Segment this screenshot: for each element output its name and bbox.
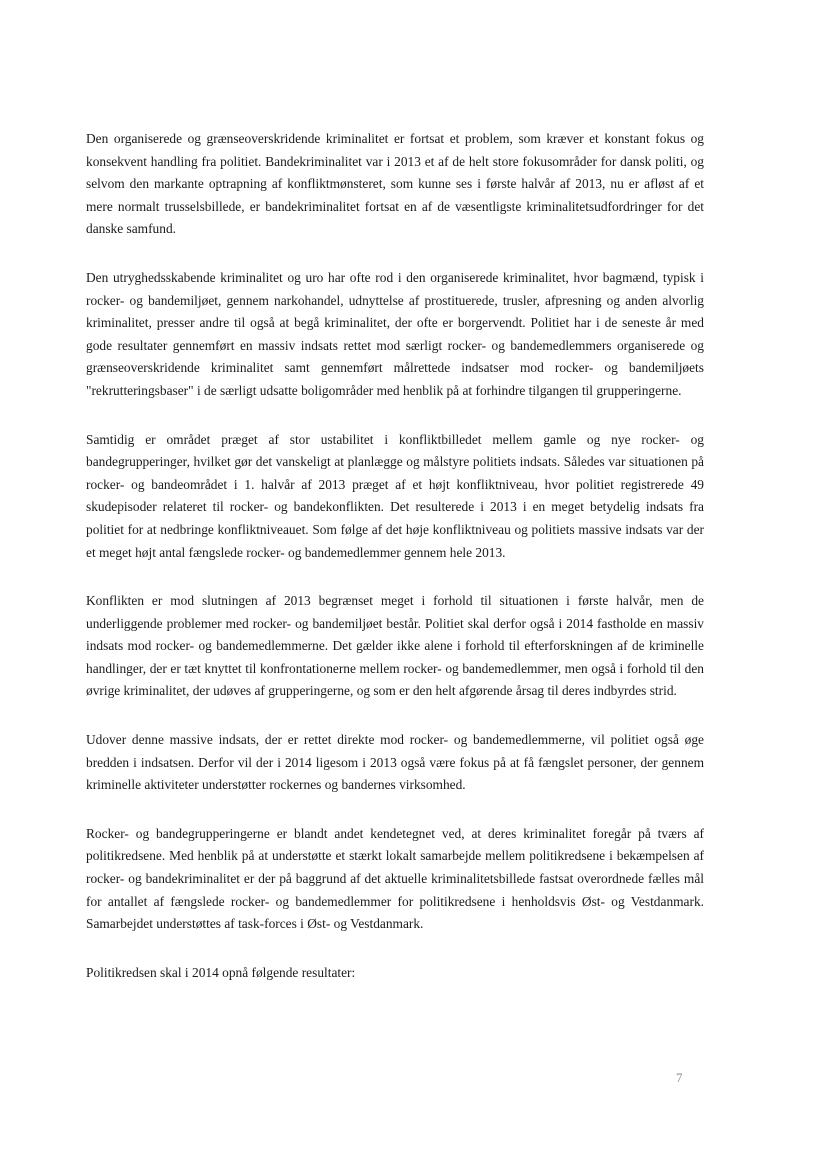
paragraph-6: Rocker- og bandegrupperingerne er blandt andet kendetegnet ved, at deres kriminalitet foregår på tværs af politikredsene. Med henblik på at understøtte et stærkt lokalt samarbejde mellem politikredsene i bekæmpelsen af rocker- og bandekriminalitet er der på baggrund af det aktuelle kriminalitetsbillede fastsat overordnede fælles mål for antallet af fængslede rocker- og bandemedlemmer for politikredsene i henholdsvis Øst- og Vestdanmark. Samarbejdet understøttes af task-forces i Øst- og Vestdanmark. <box>86 825 704 932</box>
page-number: 7 <box>676 1070 683 1085</box>
document-body <box>86 128 704 984</box>
paragraph-1: Den organiserede og grænseoverskridende kriminalitet er fortsat et problem, som kræver et konstant fokus og konsekvent handling fra politiet. Bandekriminalitet var i 2013 et af de helt store fokusområder for dansk politi, og selvom den markante optrapning af konfliktmønsteret, som kunne ses i første halvår af 2013, nu er afløst af et mere normalt trusselsbillede, er bandekriminalitet fortsat en af de væsentligste kriminalitetsudfordringer for det danske samfund. <box>86 131 704 237</box>
paragraph-2: Den utryghedsskabende kriminalitet og uro har ofte rod i den organiserede kriminalitet, hvor bagmænd, typisk i rocker- og bandemiljøet, gennem narkohandel, udnyttelse af prostituerede, trusler, afpresning og anden alvorlig kriminalitet, presser andre til også at begå kriminalitet, der ofte er borgervendt. Politiet har i de seneste år med gode resultater gennemført en massiv indsats rettet mod særligt rocker- og bandemedlemmers organiserede og grænseoverskridende kriminalitet samt gennemført målrettede indsatser mod rocker- og bandemiljøets "rekrutteringsbaser" i de særligt udsatte boligområder med henblik på at forhindre tilgangen til grupperingerne. <box>86 269 704 398</box>
paragraph-5: Udover denne massive indsats, der er rettet direkte mod rocker- og bandemedlemmerne, vil politiet også øge bredden i indsatsen. Derfor vil der i 2014 ligesom i 2013 også være fokus på at få fængslet personer, der gennem kriminelle aktiviteter understøtter rockernes og bandernes virksomhed. <box>86 732 704 793</box>
paragraph-7: Politikredsen skal i 2014 opnå følgende resultater: <box>86 964 356 980</box>
paragraph-3: Samtidig er området præget af stor ustabilitet i konfliktbilledet mellem gamle og nye rocker- og bandegrupperinger, hvilket gør det vanskeligt at planlægge og målstyre politiets indsats. Således var situationen på rocker- og bandeområdet i 1. halvår af 2013 præget af et højt konfliktniveau, hvor politiet registrerede 49 skudepisoder relateret til rocker- og bandekonflikten. Det resulterede i 2013 i en meget betydelig indsats fra politiet for at nedbringe konfliktniveauet. Som følge af det høje konfliktniveau og politiets massive indsats var der et meget højt antal fængslede rocker- og bandemedlemmer gennem hele 2013. <box>86 431 704 560</box>
paragraph-4: Konflikten er mod slutningen af 2013 begrænset meget i forhold til situationen i første halvår, men de underliggende problemer med rocker- og bandemiljøet består. Politiet skal derfor også i 2014 fastholde en massiv indsats mod rocker- og bandemedlemmerne. Det gælder ikke alene i forhold til efterforskningen af de kriminelle handlinger, der er tæt knyttet til konfrontationerne mellem rocker- og bandemedlemmer, men også i forhold til den øvrige kriminalitet, der udøves af grupperingerne, og som er den helt afgørende årsag til deres indbyrdes strid. <box>86 593 704 699</box>
